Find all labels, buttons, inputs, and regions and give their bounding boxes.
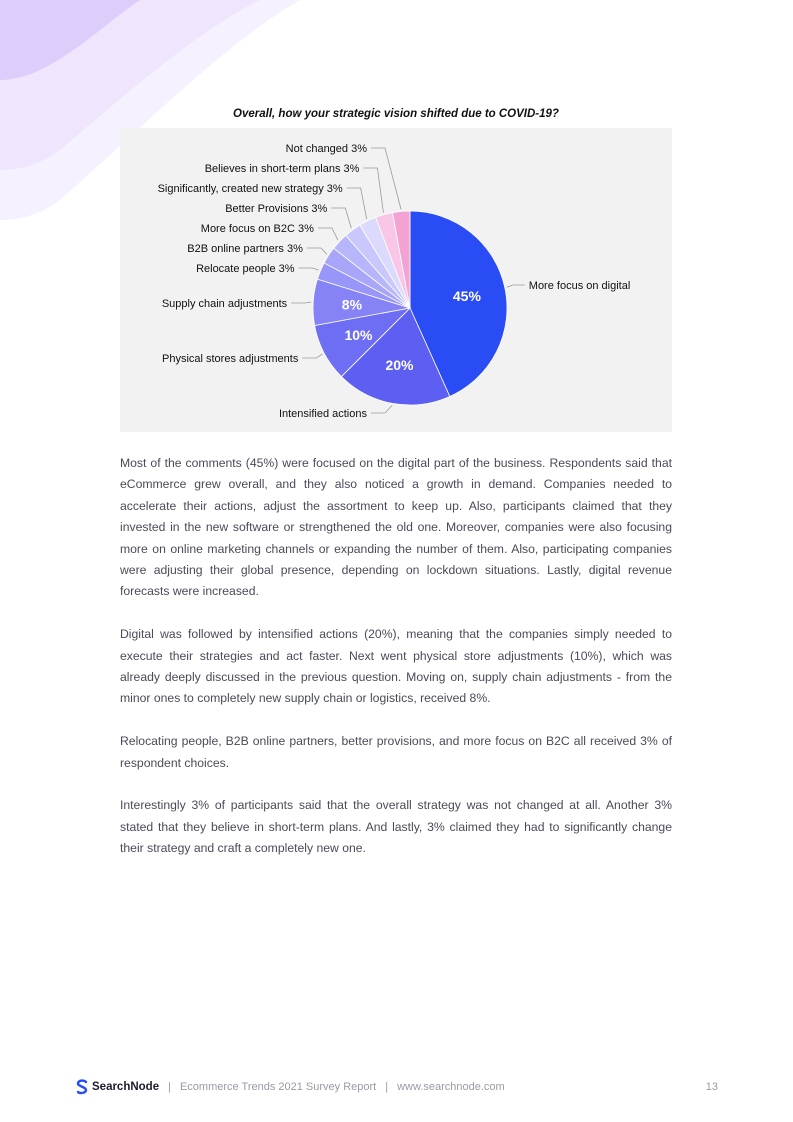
- pie-slice-value-label: 45%: [452, 287, 481, 304]
- pie-chart: [120, 128, 672, 432]
- page-number: 13: [705, 1081, 718, 1093]
- pie-slice-category-label: Believes in short-term plans 3%: [204, 163, 360, 175]
- footer-url[interactable]: www.searchnode.com: [397, 1081, 505, 1093]
- chart-panel: [120, 128, 672, 432]
- pie-slice-value-label: 8%: [341, 296, 363, 313]
- pie-leader-line: [331, 208, 351, 228]
- pie-leader-line: [307, 248, 327, 254]
- paragraph-3: Relocating people, B2B online partners, better provisions, and more focus on B2C all received 3% of respondent choices.: [120, 734, 672, 770]
- body-text: [120, 453, 672, 881]
- pie-leader-line: [507, 285, 525, 287]
- pie-slice-category-label: Not changed 3%: [285, 143, 367, 155]
- pie-leader-line: [299, 268, 319, 270]
- pie-leader-line: [363, 168, 383, 213]
- pie-slice-category-label: Better Provisions 3%: [225, 203, 328, 215]
- pie-leader-line: [302, 354, 322, 358]
- pie-slice-category-label: More focus on B2C 3%: [200, 223, 314, 235]
- pie-slice-value-label: 10%: [344, 327, 373, 344]
- footer-logo-text: SearchNode: [92, 1081, 160, 1093]
- footer-separator: |: [385, 1081, 389, 1093]
- searchnode-s-logo-icon: [75, 1079, 89, 1095]
- pie-slice-category-label: Significantly, created new strategy 3%: [157, 183, 343, 195]
- pie-slice-category-label: More focus on digital: [528, 280, 631, 292]
- chart-title: Overall, how your strategic vision shifted due to COVID-19?: [233, 108, 559, 120]
- pie-slice-category-label: Physical stores adjustments: [161, 353, 299, 365]
- pie-slice-category-label: B2B online partners 3%: [187, 243, 303, 255]
- pie-leader-line: [291, 302, 311, 303]
- pie-slice-value-label: 20%: [385, 357, 414, 374]
- pie-slice-category-label: Intensified actions: [278, 408, 367, 420]
- footer: [75, 1078, 718, 1096]
- pie-leader-line: [347, 188, 367, 219]
- paragraph-2: Digital was followed by intensified actions (20%), meaning that the companies simply needed to execute their strategies and act faster. Next went physical store adjustments (10%), which was already deeply discussed in the previous question. Moving on, supply chain adjustments - from the minor ones to completely new supply chain or logistics, received 8%.: [120, 627, 672, 706]
- footer-report-title: Ecommerce Trends 2021 Survey Report: [179, 1081, 377, 1093]
- pie-leader-line: [318, 228, 338, 240]
- paragraph-1: Most of the comments (45%) were focused on the digital part of the business. Respondents said that eCommerce grew overall, and they also noticed a growth in demand. Companies needed to accelerate their actions, adjust the assortment to keep up. Also, participants claimed that they invested in the new software or strengthened the old one. Moreover, companies were also focusing more on online marketing channels or expanding the number of them. Also, participating companies were adjusting their global presence, depending on lockdown situations. Lastly, digital revenue forecasts were increased.: [120, 456, 672, 599]
- pie-slice-category-label: Supply chain adjustments: [161, 298, 288, 310]
- footer-logo[interactable]: [75, 1079, 159, 1095]
- pie-slice-category-label: Relocate people 3%: [196, 263, 295, 275]
- footer-separator: |: [168, 1081, 171, 1093]
- paragraph-4: Interestingly 3% of participants said that the overall strategy was not changed at all. Another 3% stated that they believe in short-term plans. And lastly, 3% claimed they had to significantly change their strategy and craft a completely new one.: [120, 798, 672, 856]
- pie-leader-line: [371, 148, 401, 209]
- pie-leader-line: [371, 405, 392, 413]
